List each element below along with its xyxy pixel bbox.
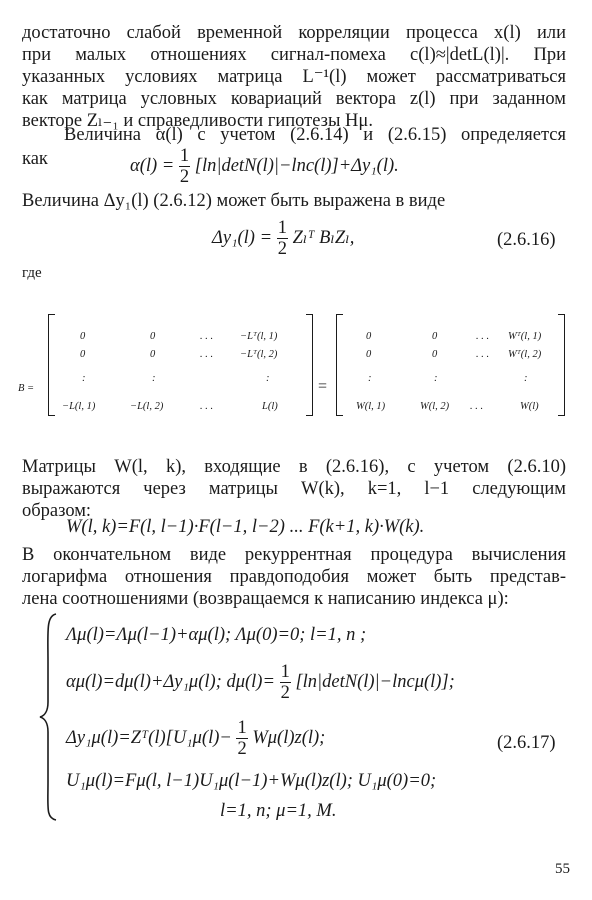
text-line: лена соотношениями (возвращаемся к написанию индекса μ):	[22, 589, 509, 609]
matrix-cell: 0	[80, 349, 86, 360]
matrix-cell: W(l)	[520, 401, 539, 412]
text-line: достаточно слабой временной корреляции процесса x(l) или	[22, 23, 566, 43]
matrix-cell: L(l)	[262, 401, 278, 412]
matrix-cell: :	[82, 373, 86, 384]
matrix-cell: :	[434, 373, 438, 384]
eq-part: Wμ(l)z(l);	[252, 727, 326, 748]
fraction-numerator: 1	[179, 146, 190, 166]
text-line: векторе Zₗ₋₁ и справедливости гипотезы Hμ.	[22, 111, 373, 131]
matrix-cell: :	[152, 373, 156, 384]
matrix-cell: −L(l, 1)	[62, 401, 96, 412]
matrix-cell: W(l, 2)	[420, 401, 450, 412]
matrix-cell: 0	[80, 331, 86, 342]
eq-lhs: α(l) =	[130, 155, 179, 176]
text-line: где	[22, 265, 42, 281]
left-bracket	[336, 314, 343, 416]
eq-part: [ln|detN(l)|−lncμ(l)];	[295, 671, 455, 692]
matrix-cell: −Lᵀ(l, 1)	[240, 331, 278, 342]
text-line: В окончательном виде рекуррентная процедура вычисления	[22, 545, 566, 565]
fraction	[179, 146, 190, 187]
matrix-label: B =	[18, 383, 35, 394]
system-line-5: l=1, n; μ=1, M.	[220, 801, 337, 821]
eq-rhs: Zₗᵀ BₗZₗ,	[292, 227, 355, 248]
eq-lhs: Δy₁(l) =	[212, 227, 277, 248]
matrix-cell: . . .	[476, 331, 490, 342]
matrix-cell: Wᵀ(l, 2)	[508, 349, 542, 360]
equation-number: (2.6.16)	[497, 230, 556, 250]
matrix-cell: . . .	[200, 401, 214, 412]
page-number: 55	[555, 861, 570, 877]
equation-number: (2.6.17)	[497, 733, 556, 753]
left-bracket	[48, 314, 55, 416]
matrix-cell: :	[266, 373, 270, 384]
text-line: Величина α(l) с учетом (2.6.14) и (2.6.15) определяется	[64, 125, 566, 145]
fraction-denominator: 2	[277, 239, 287, 259]
matrix-cell: 0	[150, 349, 156, 360]
equals-sign: =	[318, 378, 328, 395]
text-line: как матрица условных ковариаций вектора z(l) при заданном	[22, 89, 566, 109]
matrix-cell: 0	[432, 349, 438, 360]
text-line: образом:	[22, 501, 92, 521]
fraction-denominator: 2	[280, 683, 290, 703]
system-line-2	[66, 662, 455, 703]
matrix-cell: 0	[432, 331, 438, 342]
matrix-cell: 0	[150, 331, 156, 342]
matrix-cell: 0	[366, 331, 372, 342]
equation-delta-y	[212, 218, 354, 259]
matrix-cell: . . .	[476, 349, 490, 360]
matrix-cell: −Lᵀ(l, 2)	[240, 349, 278, 360]
right-bracket	[306, 314, 313, 416]
matrix-cell: :	[524, 373, 528, 384]
eq-rhs: [ln|detN(l)|−lnc(l)]+Δy₁(l).	[194, 155, 399, 176]
system-line-4: U₁μ(l)=Fμ(l, l−1)U₁μ(l−1)+Wμ(l)z(l); U₁μ(0)=0;	[66, 771, 437, 791]
matrix-cell: Wᵀ(l, 1)	[508, 331, 542, 342]
fraction-numerator: 1	[280, 662, 290, 682]
text-line: при малых отношениях сигнал-помеха c(l)≈|detL(l)|. При	[22, 45, 566, 65]
fraction	[280, 662, 291, 703]
eq-part: αμ(l)=dμ(l)+Δy₁μ(l); dμ(l)=	[66, 671, 280, 692]
text-line: логарифма отношения правдоподобия может быть представ-	[22, 567, 566, 587]
matrix-cell: . . .	[200, 331, 214, 342]
matrix-cell: −L(l, 2)	[130, 401, 164, 412]
matrix-equation	[0, 310, 592, 420]
eq-part: Δy₁μ(l)=Zᵀ(l)[U₁μ(l)−	[66, 727, 237, 748]
text-line: как	[22, 149, 48, 169]
fraction-denominator: 2	[237, 739, 247, 759]
fraction-denominator: 2	[179, 167, 190, 187]
text-line: Величина Δy₁(l) (2.6.12) может быть выражена в виде	[22, 191, 446, 211]
matrix-cell: :	[368, 373, 372, 384]
fraction	[236, 718, 247, 759]
text-line: Матрицы W(l, k), входящие в (2.6.16), с учетом (2.6.10)	[22, 457, 566, 477]
matrix-cell: . . .	[200, 349, 214, 360]
right-bracket	[558, 314, 565, 416]
text-line: указанных условиях матрица L⁻¹(l) может рассматриваться	[22, 67, 566, 87]
system-line-1: Λμ(l)=Λμ(l−1)+αμ(l); Λμ(0)=0; l=1, n ;	[66, 625, 367, 645]
fraction-numerator: 1	[237, 718, 247, 738]
text-line: выражаются через матрицы W(k), k=1, l−1 следующим	[22, 479, 566, 499]
equation-W: W(l, k)=F(l, l−1)·F(l−1, l−2) ... F(k+1, k)·W(k).	[66, 517, 425, 537]
fraction	[277, 218, 288, 259]
matrix-cell: 0	[366, 349, 372, 360]
equation-alpha	[130, 146, 399, 187]
system-brace	[38, 612, 60, 822]
system-line-3	[66, 718, 325, 759]
matrix-cell: W(l, 1)	[356, 401, 386, 412]
matrix-cell: . . .	[470, 401, 484, 412]
fraction-numerator: 1	[277, 218, 287, 238]
